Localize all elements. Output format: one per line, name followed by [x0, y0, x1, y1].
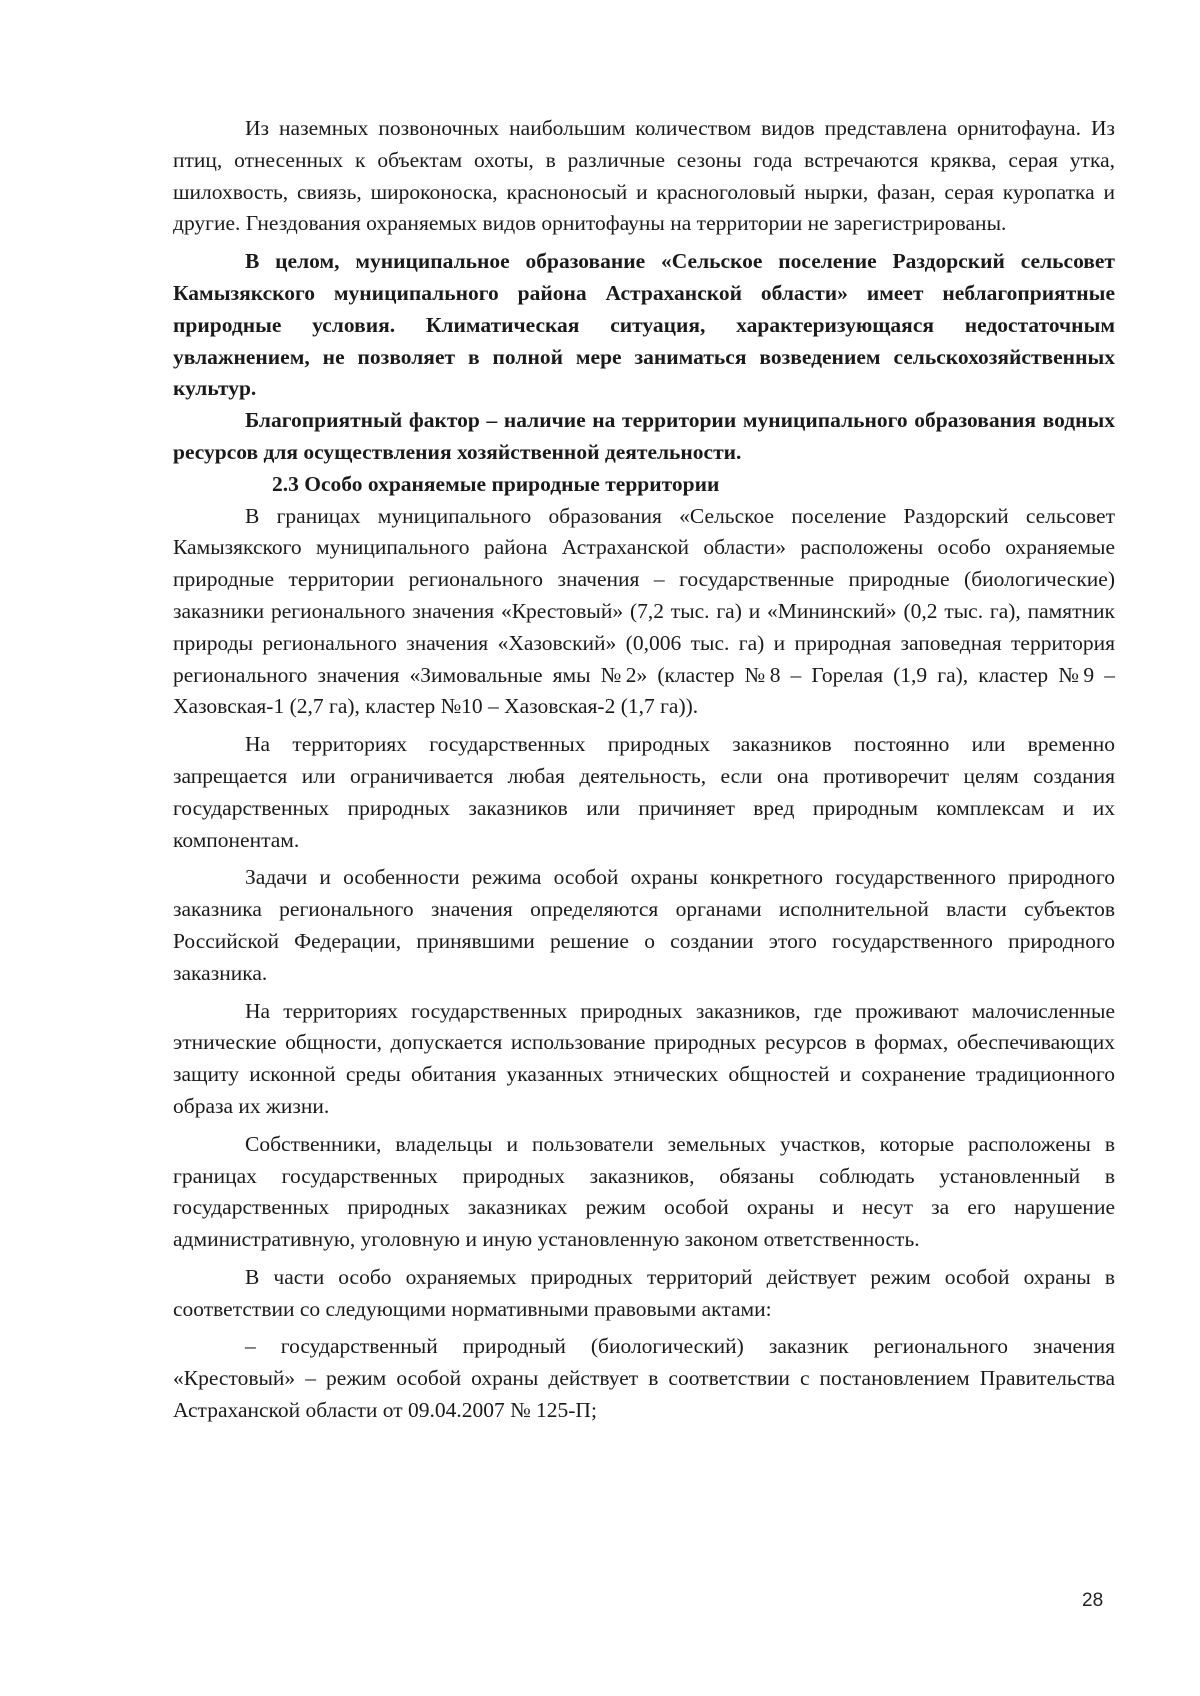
- paragraph-landowners: Собственники, владельцы и пользователи земельных участков, которые расположены в границах государственных природных заказников, обязаны соблюдать установленный в государственных природных заказниках режим особой охраны и несут за его нарушение административную, уголовную и иную установленную законом ответственность.: [173, 1131, 1115, 1252]
- paragraph-reserve-restrictions: На территориях государственных природных заказников постоянно или временно запрещается или ограничивается любая деятельность, если она противоречит целям создания государственных природных заказников или причиняет вред природным комплексам и их компонентам.: [173, 732, 1115, 852]
- section-heading: 2.3 Особо охраняемые природные территории: [272, 471, 720, 496]
- paragraph-regulatory-acts: В части особо охраняемых природных территорий действует режим особой охраны в соответствии со следующими нормативными правовыми актами:: [173, 1264, 1115, 1321]
- paragraph-protected-areas: В границах муниципального образования «Сельское поселение Раздорский сельсовет Камызякского муниципального района Астраханской области» расположены особо охраняемые природные территории регионального значения – государственные природные (биологические) заказники регионального значения «Крестовый» (7,2 тыс. га) и «Мининский» (0,2 тыс. га), памятник природы регионального значения «Хазовский» (0,006 тыс. га) и природная заповедная территория регионального значения «Зимовальные ямы №2» (кластер №8 – Горелая (1,9 га), кластер №9 – Хазовская-1 (2,7 га), кластер №10 – Хазовская-2 (1,7 га)).: [173, 503, 1115, 719]
- list-item-krestovy: – государственный природный (биологический) заказник регионального значения «Крестовый» – режим особой охраны действует в соответствии с постановлением Правительства Астраханской области от 09.04.2007 № 125-П;: [173, 1334, 1115, 1423]
- document-page: [173, 113, 1115, 1427]
- paragraph-reserve-tasks: Задачи и особенности режима особой охраны конкретного государственного природного заказника регионального значения определяются органами исполнительной власти субъектов Российской Федерации, принявшими решение о создании этого государственного природного заказника.: [173, 865, 1115, 985]
- page-number: 28: [1082, 1590, 1104, 1611]
- paragraph-conclusion-bold: В целом, муниципальное образование «Сельское поселение Раздорский сельсовет Камызякского муниципального района Астраханской области» имеет неблагоприятные природные условия. Климатическая ситуация, характеризующаяся недостаточным увлажнением, не позволяет в полной мере заниматься возведением сельскохозяйственных культур.: [173, 249, 1115, 401]
- paragraph-ornithofauna: Из наземных позвоночных наибольшим количеством видов представлена орнитофауна. Из птиц, отнесенных к объектам охоты, в различные сезоны года встречаются кряква, серая утка, шилохвость, свиязь, широконоска, красноносый и красноголовый нырки, фазан, серая куропатка и другие. Гнездования охраняемых видов орнитофауны на территории не зарегистрированы.: [173, 116, 1115, 236]
- paragraph-ethnic-communities: На территориях государственных природных заказников, где проживают малочисленные этнические общности, допускается использование природных ресурсов в формах, обеспечивающих защиту исконной среды обитания указанных этнических общностей и сохранение традиционного образа их жизни.: [173, 998, 1115, 1118]
- paragraph-favorable-factor: Благоприятный фактор – наличие на территории муниципального образования водных ресурсов для осуществления хозяйственной деятельности.: [173, 408, 1115, 464]
